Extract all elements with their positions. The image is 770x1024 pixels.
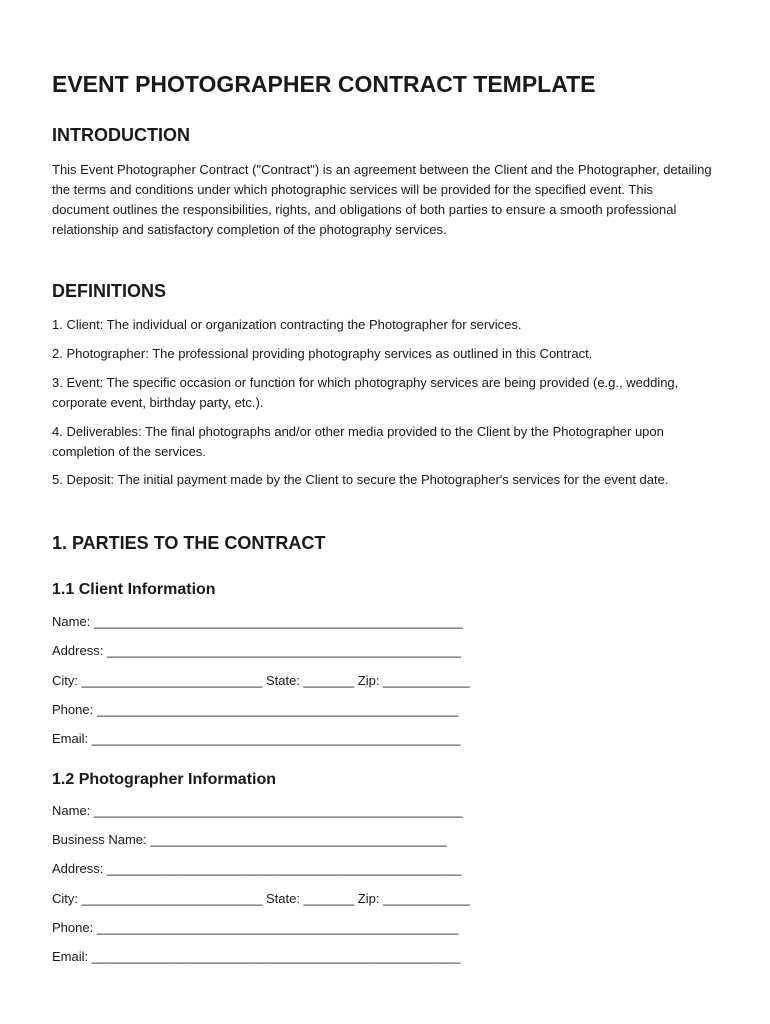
photographer-email-field[interactable]: Email: ___________________________________________________: [52, 949, 461, 964]
client-address-field[interactable]: Address: _________________________________________________: [52, 643, 462, 658]
definition-item: 4. Deliverables: The final photographs and/or other media provided to the Client by the Photographer upon completion of the services.: [52, 424, 664, 459]
photographer-city-state-zip-field[interactable]: City: _________________________ State: _______ Zip: ____________: [52, 891, 470, 906]
definition-item: 5. Deposit: The initial payment made by the Client to secure the Photographer's services for the event date.: [52, 472, 669, 487]
definitions-heading: DEFINITIONS: [52, 281, 167, 301]
photographer-phone-field[interactable]: Phone: __________________________________________________: [52, 920, 459, 935]
page-title: EVENT PHOTOGRAPHER CONTRACT TEMPLATE: [52, 71, 596, 97]
parties-heading: 1. PARTIES TO THE CONTRACT: [52, 533, 326, 553]
client-name-field[interactable]: Name: ___________________________________________________: [52, 614, 463, 629]
client-info-heading: 1.1 Client Information: [52, 581, 216, 598]
photographer-address-field[interactable]: Address: _________________________________________________: [52, 861, 462, 876]
photographer-info-heading: 1.2 Photographer Information: [52, 771, 277, 788]
client-email-field[interactable]: Email: ___________________________________________________: [52, 731, 461, 746]
client-city-state-zip-field[interactable]: City: _________________________ State: _______ Zip: ____________: [52, 673, 470, 688]
introduction-text: This Event Photographer Contract ("Contract") is an agreement between the Client and the Photographer, detailing the terms and conditions under which photographic services will be provided for the specified event. This document outlines the responsibilities, rights, and obligations of both parties to ensure a smooth professional relationship and satisfactory completion of the photography services.: [52, 162, 712, 237]
client-phone-field[interactable]: Phone: __________________________________________________: [52, 702, 459, 717]
introduction-heading: INTRODUCTION: [52, 125, 190, 145]
definition-item: 3. Event: The specific occasion or function for which photography services are being provided (e.g., wedding, corporate event, birthday party, etc.).: [52, 375, 679, 410]
definition-item: 1. Client: The individual or organization contracting the Photographer for services.: [52, 317, 522, 332]
photographer-business-name-field[interactable]: Business Name: _________________________________________: [52, 832, 447, 847]
definition-item: 2. Photographer: The professional providing photography services as outlined in this Contract.: [52, 346, 593, 361]
photographer-name-field[interactable]: Name: ___________________________________________________: [52, 803, 463, 818]
